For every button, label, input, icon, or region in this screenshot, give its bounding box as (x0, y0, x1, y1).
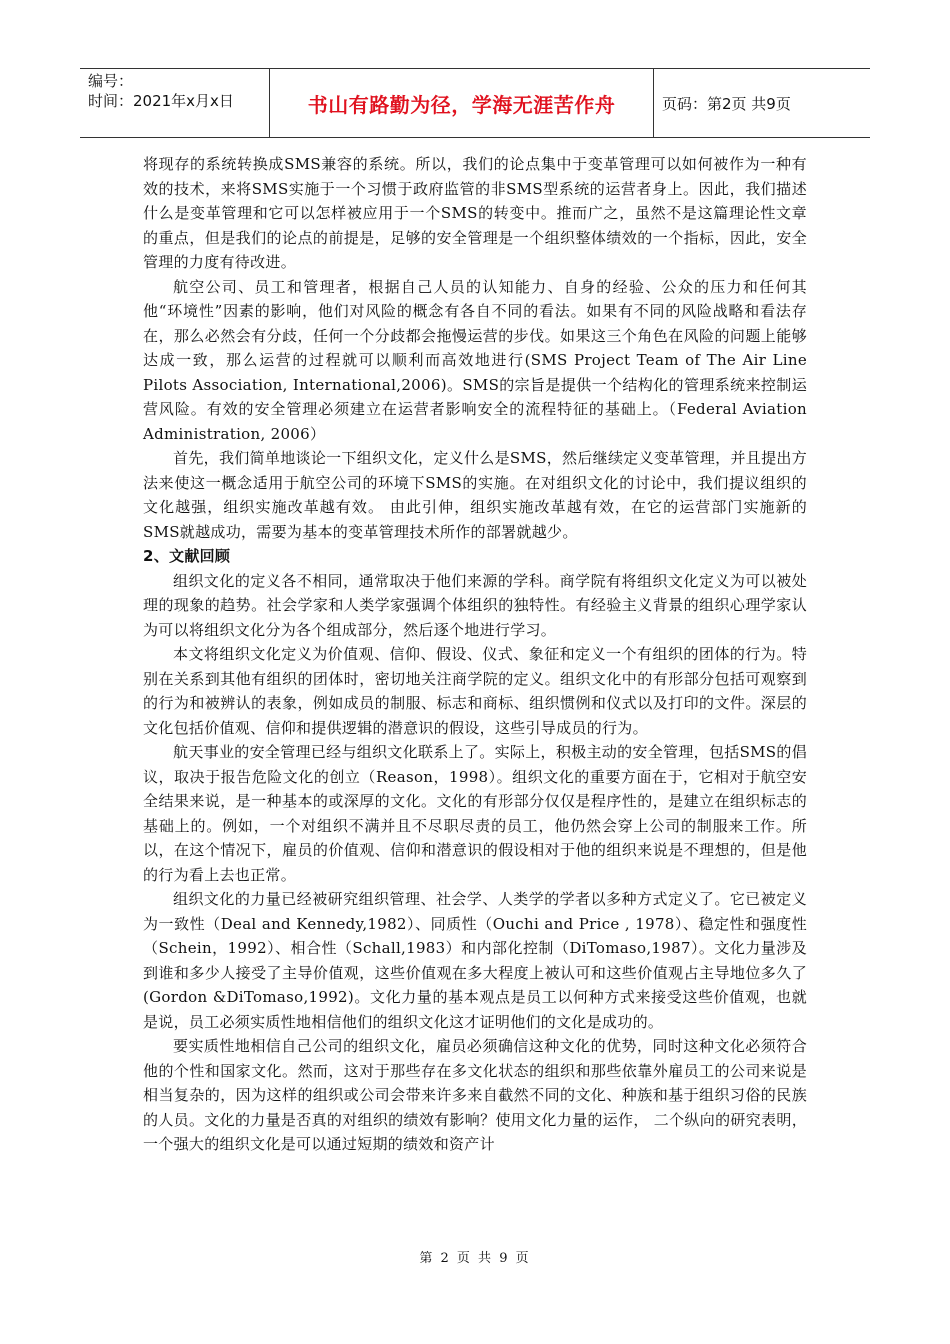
document-number-label: 编号： (88, 72, 134, 90)
page-footer: 第 2 页 共 9 页 (419, 1251, 531, 1266)
body-paragraph: 航天事业的安全管理已经与组织文化联系上了。实际上，积极主动的安全管理，包括SMS的倡议，取决于报告危险文化的创立（Reason，1998）。组织文化的重要方面在于，它相对于航空安全结果来说，是一种基本的或深厚的文化。文化的有形部分仅仅是程序性的，是建立在组织标志的基础上的。例如，一个对组织不满并且不尽职尽责的员工，他仍然会穿上公司的制服来工作。所以，在这个情况下，雇员的价值观、信仰和潜意识的假设相对于他的组织来说是不理想的，但是他的行为看上去也正常。 (143, 743, 807, 884)
document-time-label: 时间：2021年x月x日 (88, 92, 234, 110)
body-paragraph: 首先，我们简单地谈论一下组织文化，定义什么是SMS，然后继续定义变革管理，并且提出方法来使这一概念适用于航空公司的环境下SMS的实施。在对组织文化的讨论中，我们提议组织的文化越强，组织实施改革越有效。 由此引伸，组织实施改革越有效，在它的运营部门实施新的SMS就越成功，需要为基本的变革管理技术所作的部署就越少。 (143, 449, 807, 541)
body-paragraph: 航空公司、员工和管理者，根据自己人员的认知能力、自身的经验、公众的压力和任何其他“环境性”因素的影响，他们对风险的概念有各自不同的看法。如果有不同的风险战略和看法存在，那么必然会有分歧，任何一个分歧都会拖慢运营的步伐。如果这三个角色在风险的问题上能够达成一致，那么运营的过程就可以顺利而高效地进行(SMS Project Team of The Air Line Pilots Association, International,2006)。SMS的宗旨是提供一个结构化的管理系统来控制运营风险。有效的安全管理必须建立在运营者影响安全的流程特征的基础上。（Federal Aviation Administration, 2006） (143, 277, 807, 443)
header-meta (80, 69, 270, 137)
header-page-code: 页码：第2页 共9页 (662, 94, 791, 113)
page-header (80, 68, 870, 138)
body-paragraph: 组织文化的力量已经被研究组织管理、社会学、人类学的学者以多种方式定义了。它已被定义为一致性（Deal and Kennedy,1982）、同质性（Ouchi and Price , 1978）、稳定性和强度性（Schein，1992）、相合性（Schall,1983）和内部化控制（DiTomaso,1987）。文化力量涉及到谁和多少人接受了主导价值观，这些价值观在多大程度上被认可和这些价值观占主导地位多久了(Gordon &DiTomaso,1992)。文化力量的基本观点是员工以何种方式来接受这些价值观，也就是说，员工必须实质性地相信他们的组织文化这才证明他们的文化是成功的。 (143, 890, 807, 1031)
body-paragraph: 组织文化的定义各不相同，通常取决于他们来源的学科。商学院有将组织文化定义为可以被处理的现象的趋势。社会学家和人类学家强调个体组织的独特性。有经验主义背景的组织心理学家认为可以将组织文化分为各个组成部分，然后逐个地进行学习。 (143, 571, 807, 639)
section-heading: 2、文献回顾 (143, 547, 231, 565)
header-motto: 书山有路勤为径，学海无涯苦作舟 (270, 69, 654, 137)
body-paragraph: 要实质性地相信自己公司的组织文化，雇员必须确信这种文化的优势，同时这种文化必须符合他的个性和国家文化。然而，这对于那些存在多文化状态的组织和那些依靠外雇员工的公司来说是相当复杂的，因为这样的组织或公司会带来许多来自截然不同的文化、种族和基于组织习俗的民族的人员。文化的力量是否真的对组织的绩效有影响？使用文化力量的运作， 二个纵向的研究表明，一个强大的组织文化是可以通过短期的绩效和资产计 (143, 1037, 807, 1153)
body-paragraph: 本文将组织文化定义为价值观、信仰、假设、仪式、象征和定义一个有组织的团体的行为。特别在关系到其他有组织的团体时，密切地关注商学院的定义。组织文化中的有形部分包括可观察到的行为和被辨认的表象，例如成员的制服、标志和商标、组织惯例和仪式以及打印的文件。深层的文化包括价值观、信仰和提供逻辑的潜意识的假设，这些引导成员的行为。 (143, 645, 807, 737)
body-paragraph: 将现存的系统转换成SMS兼容的系统。所以，我们的论点集中于变革管理可以如何被作为一种有效的技术，来将SMS实施于一个习惯于政府监管的非SMS型系统的运营者身上。因此，我们描述什么是变革管理和它可以怎样被应用于一个SMS的转变中。推而广之，虽然不是这篇理论性文章的重点，但是我们的论点的前提是，足够的安全管理是一个组织整体绩效的一个指标，因此，安全管理的力度有待改进。 (143, 155, 807, 271)
document-body (143, 152, 807, 1157)
